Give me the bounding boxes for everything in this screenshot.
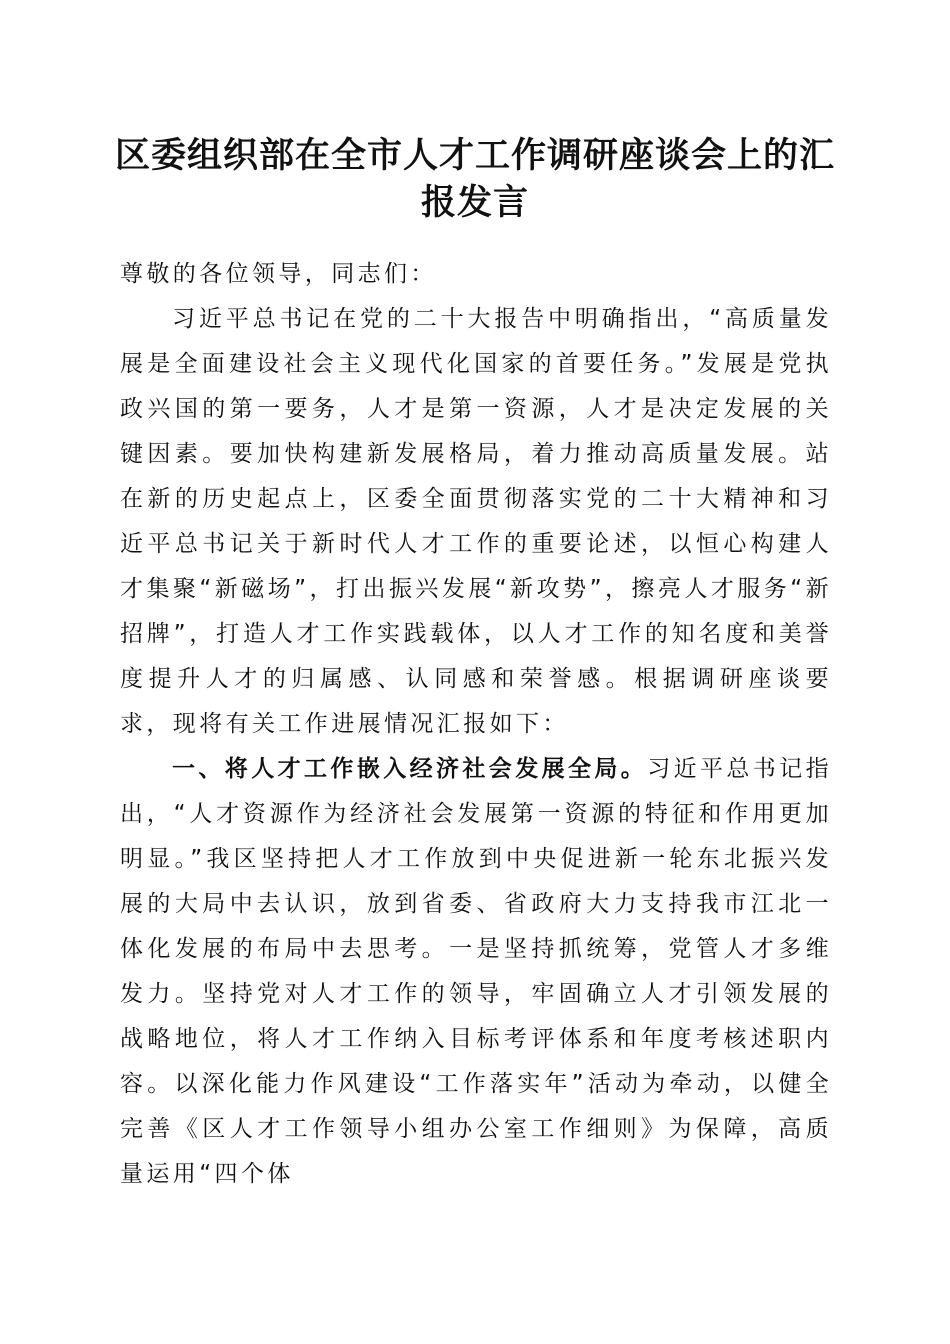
section-1-heading: 一、将人才工作嵌入经济社会发展全局。 <box>172 756 648 782</box>
document-body <box>120 252 832 1197</box>
paragraph-section-1 <box>120 747 832 1197</box>
document-title <box>100 132 850 226</box>
title-line-1: 区委组织部在全市人才工作调研座谈会上的汇 <box>114 135 835 176</box>
section-1-body: 习近平总书记指出，“人才资源作为经济社会发展第一资源的特征和作用更加明显。”我区坚持把人才工作放到中央促进新一轮东北振兴发展的大局中去认识，放到省委、省政府大力支持我市江北一体化发展的布局中去思考。一是坚持抓统筹，党管人才多维发力。坚持党对人才工作的领导，牢固确立人才引领发展的战略地位，将人才工作纳入目标考评体系和年度考核述职内容。以深化能力作风建设“工作落实年”活动为牵动，以健全完善《区人才工作领导小组办公室工作细则》为保障，高质量运用“四个体 <box>120 756 833 1187</box>
paragraph-intro: 习近平总书记在党的二十大报告中明确指出，“高质量发展是全面建设社会主义现代化国家的首要任务。”发展是党执政兴国的第一要务，人才是第一资源，人才是决定发展的关键因素。要加快构建新发展格局，着力推动高质量发展。站在新的历史起点上，区委全面贯彻落实党的二十大精神和习近平总书记关于新时代人才工作的重要论述，以恒心构建人才集聚“新磁场”，打出振兴发展“新攻势”，擦亮人才服务“新招牌”，打造人才工作实践载体，以人才工作的知名度和美誉度提升人才的归属感、认同感和荣誉感。根据调研座谈要求，现将有关工作进展情况汇报如下： <box>120 306 832 737</box>
salutation: 尊敬的各位领导，同志们： <box>120 261 437 287</box>
title-line-2: 报发言 <box>420 182 529 223</box>
